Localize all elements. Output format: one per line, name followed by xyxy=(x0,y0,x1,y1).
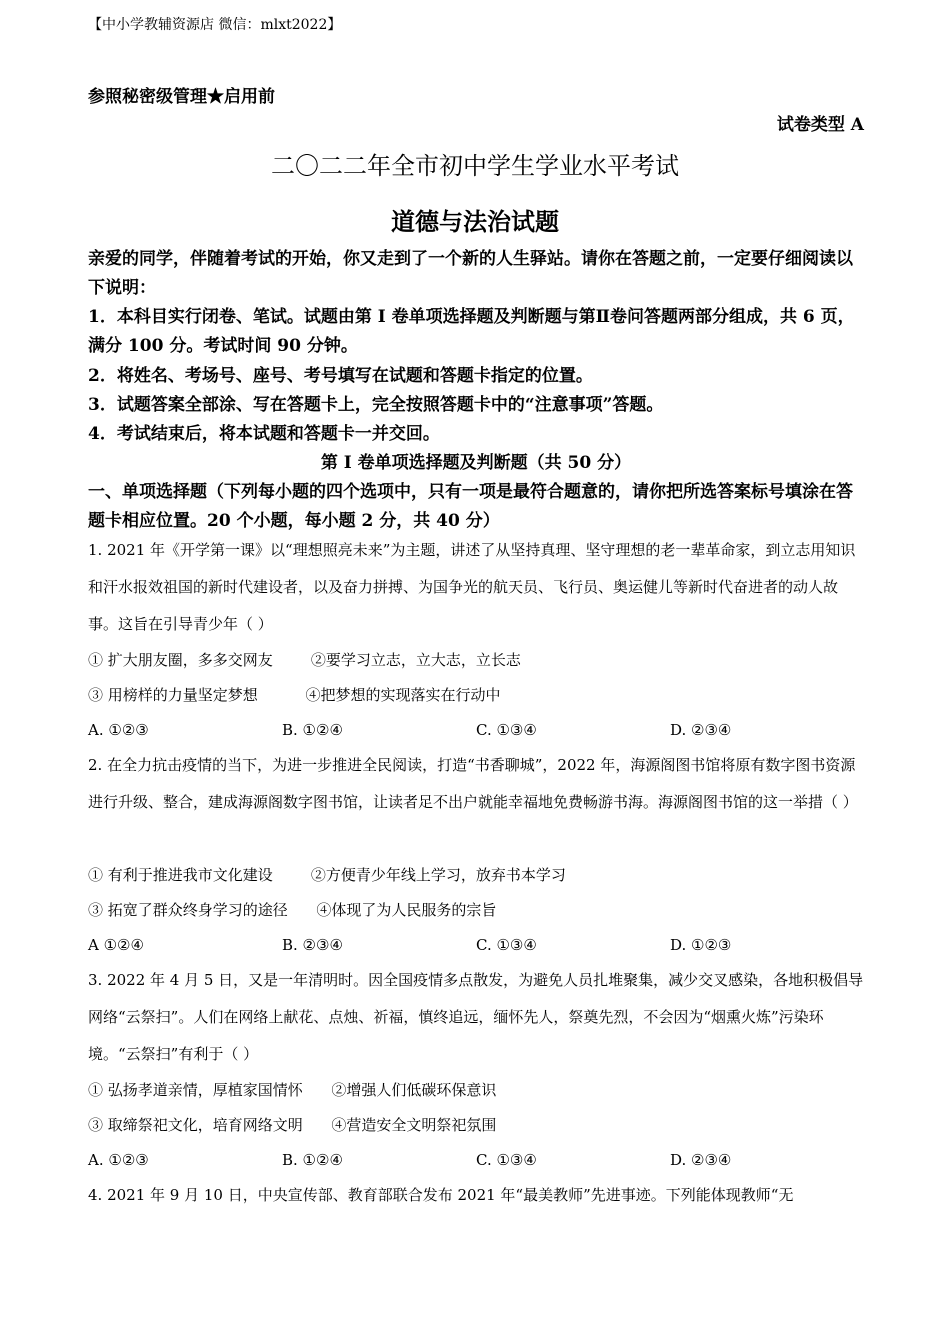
title-sub: 道德与法治试题 xyxy=(391,207,559,236)
question-3-stem: 3. 2022 年 4 月 5 日，又是一年清明时。因全国疫情多点散发，为避免人员扎堆聚集，减少交叉感染，各地积极倡导网络“云祭扫”。人们在网络上献花、点烛、祈福，慎终追远，缅怀先人，祭奠先烈，不会因为“烟熏火炼”污染环境。“云祭扫”有利于（ ） xyxy=(88,971,864,1063)
part-title: 一、单项选择题（下列每小题的四个选项中，只有一项是最符合题意的，请你把所选答案标号填涂在答题卡相应位置。20 个小题，每小题 2 分，共 40 分） xyxy=(88,482,853,531)
title-main: 二〇二二年全市初中学生学业水平考试 xyxy=(271,152,679,180)
question-2-option-b: B. ②③④ xyxy=(282,936,343,954)
question-2-option-d: D. ①②③ xyxy=(670,936,732,954)
instruction-4: 4．考试结束后，将本试题和答题卡一并交回。 xyxy=(88,424,440,444)
question-3-options xyxy=(88,1143,864,1178)
question-3-option-c: C. ①③④ xyxy=(476,1151,537,1169)
question-4-stem: 4. 2021 年 9 月 10 日，中央宣传部、教育部联合发布 2021 年“最美教师”先进事迹。下列能体现教师“无 xyxy=(88,1186,794,1204)
instruction-3: 3．试题答案全部涂、写在答题卡上，完全按照答题卡中的“注意事项”答题。 xyxy=(88,395,664,415)
section-title: 第 I 卷单项选择题及判断题（共 50 分） xyxy=(320,453,632,473)
question-3-line-1: ① 弘扬孝道亲情，厚植家国情怀 ②增强人们低碳环保意识 xyxy=(88,1081,497,1099)
header-text: 【中小学教辅资源店 微信：mlxt2022】 xyxy=(88,17,342,33)
paper-type: 试卷类型 A xyxy=(776,115,864,135)
question-2-option-a: A ①②④ xyxy=(88,936,144,954)
question-2-stem: 2. 在全力抗击疫情的当下，为进一步推进全民阅读，打造“书香聊城”，2022 年，海源阁图书馆将原有数字图书资源进行升级、整合，建成海源阁数字图书馆，让读者足不出户就能幸福地免费畅游书海。海源阁图书馆的这一举措（ ） xyxy=(88,756,858,811)
question-2-line-1: ① 有利于推进我市文化建设 ②方便青少年线上学习，放弃书本学习 xyxy=(88,866,566,884)
question-2-line-2: ③ 拓宽了群众终身学习的途径 ④体现了为人民服务的宗旨 xyxy=(88,901,497,919)
question-1-options xyxy=(88,713,864,748)
question-2-options xyxy=(88,928,864,963)
intro-text: 亲爱的同学，伴随着考试的开始，你又走到了一个新的人生驿站。请你在答题之前，一定要仔细阅读以下说明： xyxy=(88,249,853,298)
question-1-option-b: B. ①②④ xyxy=(282,721,343,739)
question-3-option-b: B. ①②④ xyxy=(282,1151,343,1169)
question-3-option-a: A. ①②③ xyxy=(88,1151,149,1169)
question-1-option-d: D. ②③④ xyxy=(670,721,732,739)
instruction-1: 1．本科目实行闭卷、笔试。试题由第 I 卷单项选择题及判断题与第Ⅱ卷问答题两部分组成，共 6 页，满分 100 分。考试时间 90 分钟。 xyxy=(88,307,855,356)
instruction-2: 2．将姓名、考场号、座号、考号填写在试题和答题卡指定的位置。 xyxy=(88,366,593,386)
question-1-line-2: ③ 用榜样的力量坚定梦想 ④把梦想的实现落实在行动中 xyxy=(88,686,501,704)
question-1-stem: 1. 2021 年《开学第一课》以“理想照亮未来”为主题，讲述了从坚持真理、坚守理想的老一辈革命家，到立志用知识和汗水报效祖国的新时代建设者，以及奋力拼搏、为国争光的航天员、飞行员、奥运健儿等新时代奋进者的动人故事。这旨在引导青少年（ ） xyxy=(88,541,856,633)
question-1-line-1: ① 扩大朋友圈，多多交网友 ②要学习立志，立大志，立长志 xyxy=(88,651,521,669)
question-2-option-c: C. ①③④ xyxy=(476,936,537,954)
secret-label: 参照秘密级管理★启用前 xyxy=(88,87,275,107)
question-1-option-a: A. ①②③ xyxy=(88,721,149,739)
question-1-option-c: C. ①③④ xyxy=(476,721,537,739)
question-3-line-2: ③ 取缔祭祀文化，培育网络文明 ④营造安全文明祭祀氛围 xyxy=(88,1116,497,1134)
question-3-option-d: D. ②③④ xyxy=(670,1151,732,1169)
